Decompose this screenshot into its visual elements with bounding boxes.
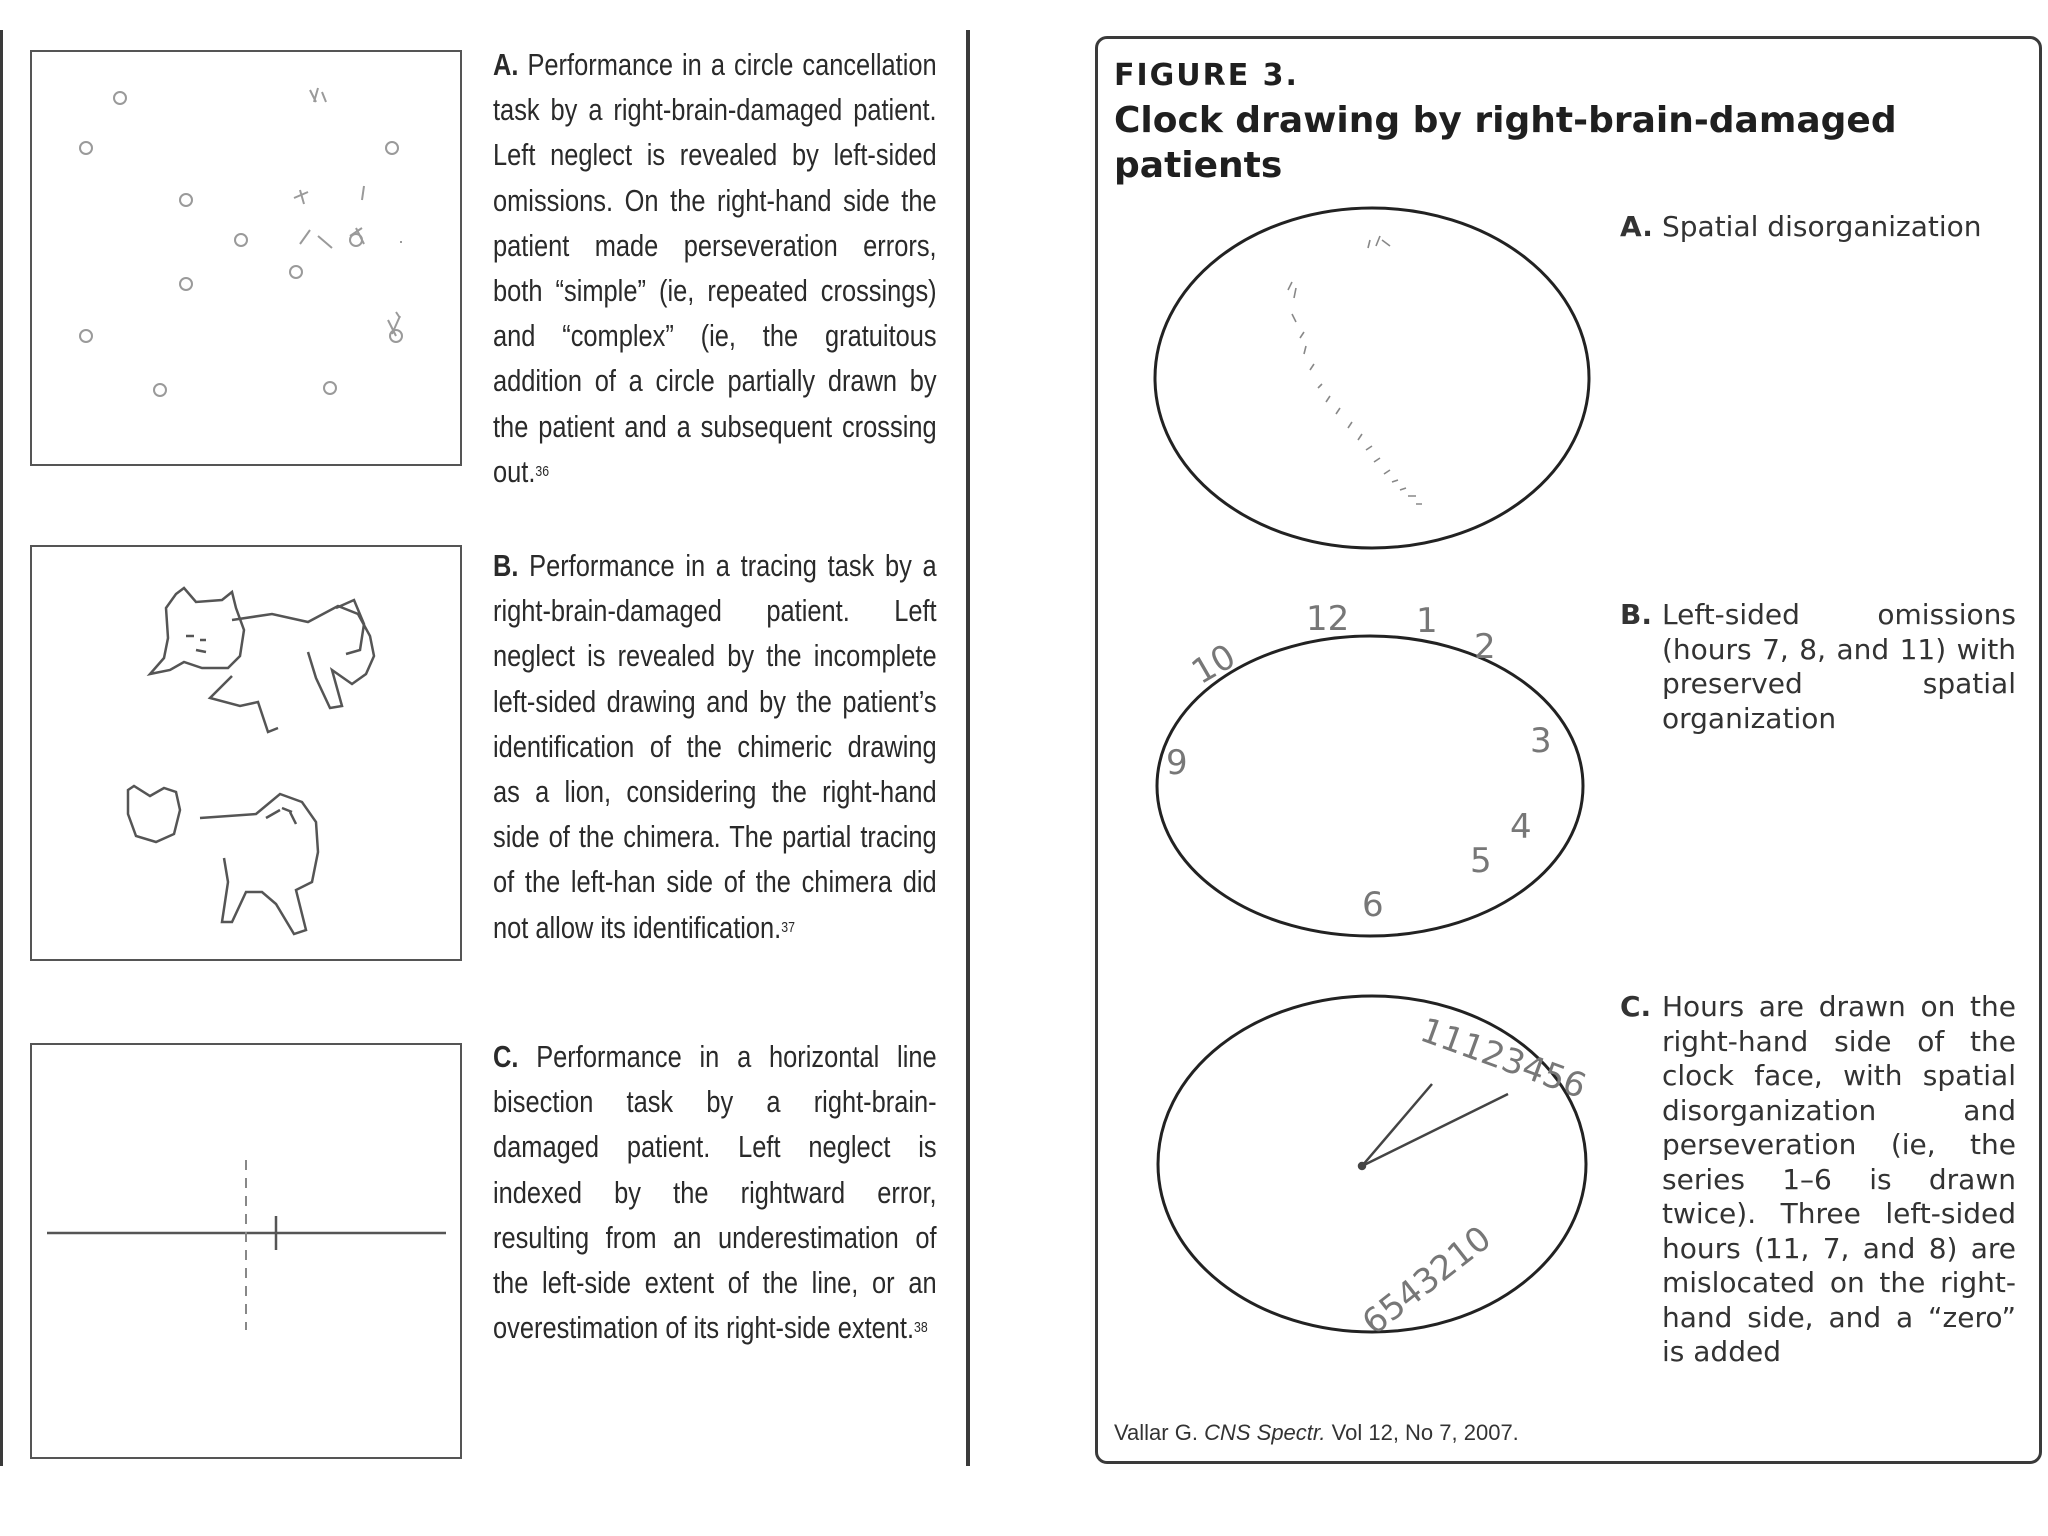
caption-c: C. Performance in a horizontal line bisection task by a right-brain-damaged patient. Left neglect is indexed by the rightward error, resulting from an underestimation of the left-side extent of the line, or an overestimation of its right-side extent.$^{38}$ (493, 1039, 937, 1346)
clock-b-number-1: 1 (1416, 601, 1438, 641)
cat-tracing (150, 588, 374, 732)
bisection-line (47, 1160, 446, 1330)
clock-caption-c: C. Hours are drawn on the right-hand side of the clock face, with spatial disorganization and perseveration (ie, the series 1–6 is drawn twice). Three left-sided hours (11, 7, and 8) are mislocated on the right-hand side, and a “zero” is added (1620, 990, 2016, 1368)
clock-b-number-3: 3 (1530, 721, 1552, 761)
chimera-tracing (128, 786, 318, 934)
caption-a: A. Performance in a circle cancellation task by a right-brain-damaged patient. Left neglect is revealed by left-sided omissions. On the right-hand side the patient made perseveration errors, both “simple” (ie, repeated crossings) and “complex” (ie, the gratuitous addition of a circle partially drawn by the patient and a subsequent crossing out.$^{36}$ (493, 47, 937, 489)
clock-caption-b: B. Left-sided omissions (hours 7, 8, and 11) with preserved spatial organization (1620, 598, 2016, 735)
figure-label: FIGURE 3. (1114, 58, 1299, 93)
clock-b-number-12: 12 (1306, 599, 1350, 639)
caption-b: B. Performance in a tracing task by a right-brain-damaged patient. Left neglect is revealed by the incomplete left-sided drawing and by the patient’s identification of the chimeric drawing as a lion, considering the right-hand side of the chimera. The partial tracing of the left-han side of the chimera did not allow its identification.$^{37}$ (493, 548, 937, 945)
clock-c-numbers-bottom: 6543210 (1354, 1218, 1499, 1344)
figure-credit: Vallar G. CNS Spectr. Vol 12, No 7, 2007. (1114, 1420, 1519, 1445)
clock-caption-a: A. Spatial disorganization (1620, 210, 1982, 243)
clock-b-number-4: 4 (1510, 807, 1532, 847)
clock-b-number-9: 9 (1166, 743, 1188, 783)
figure-title: Clock drawing by right-brain-damaged patients (1114, 100, 1897, 186)
clock-b-number-6: 6 (1362, 885, 1384, 925)
clock-b-number-10: 10 (1185, 636, 1243, 693)
clock-c-numbers-top: 11123456 (1415, 1010, 1592, 1107)
cancellation-circles (80, 88, 402, 396)
clock-b-number-2: 2 (1474, 627, 1496, 667)
clock-b-number-5: 5 (1470, 841, 1492, 881)
